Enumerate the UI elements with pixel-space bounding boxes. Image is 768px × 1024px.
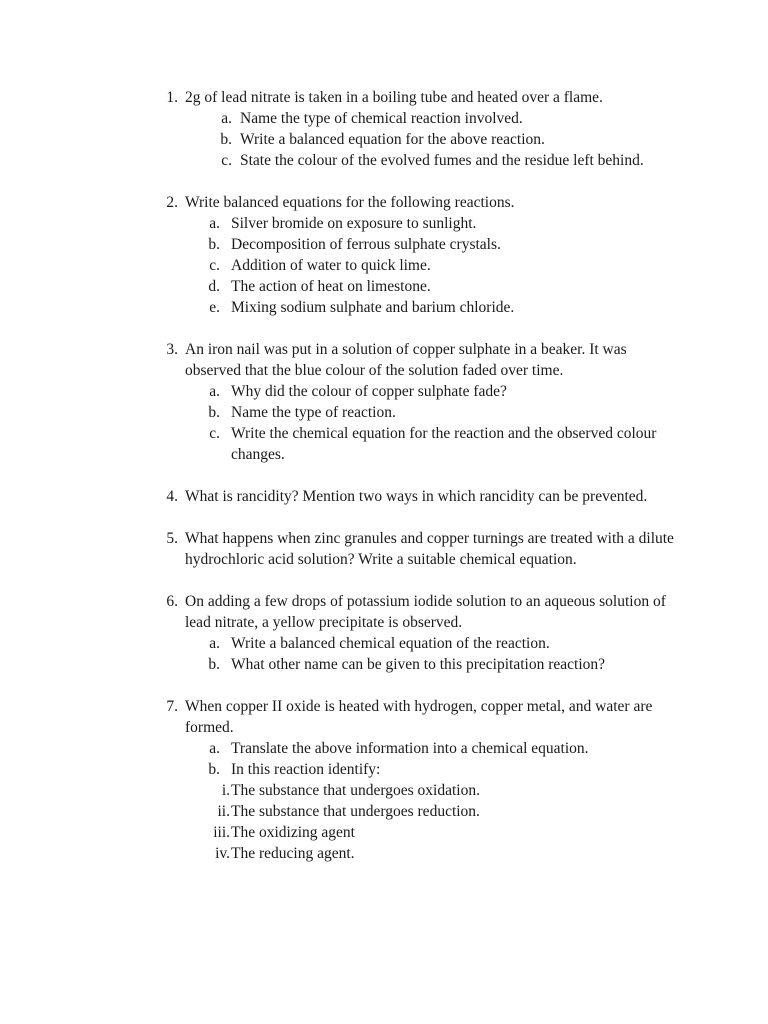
question-item — [0, 696, 768, 864]
roman-numeral: ii. — [217, 803, 230, 820]
subquestion-letter: a. — [209, 635, 220, 652]
subquestion-text: Write the chemical equation for the reaction and the observed colour changes. — [231, 425, 657, 463]
question-number: 3. — [166, 341, 178, 358]
subquestion-item — [0, 213, 768, 234]
subquestion-item — [0, 633, 768, 654]
roman-text: The oxidizing agent — [231, 824, 355, 841]
subquestion-item — [0, 738, 768, 759]
question-stem — [0, 591, 768, 633]
subquestion-list — [0, 633, 768, 675]
subquestion-item — [0, 402, 768, 423]
roman-text: The substance that undergoes oxidation. — [231, 782, 480, 799]
roman-numeral: i. — [221, 782, 230, 799]
question-item — [0, 528, 768, 570]
subquestion-list — [0, 381, 768, 465]
subquestion-item — [0, 108, 768, 129]
question-text: An iron nail was put in a solution of copper sulphate in a beaker. It was observed that the blue colour of the solution faded over time. — [185, 341, 627, 379]
question-stem — [0, 87, 768, 108]
question-stem — [0, 528, 768, 570]
question-item — [0, 591, 768, 675]
subquestion-list — [0, 213, 768, 318]
question-text: What is rancidity? Mention two ways in which rancidity can be prevented. — [185, 488, 648, 505]
question-stem — [0, 696, 768, 738]
subquestion-text: The action of heat on limestone. — [231, 278, 431, 295]
question-text: Write balanced equations for the following reactions. — [185, 194, 515, 211]
subquestion-letter: a. — [221, 110, 232, 127]
question-stem — [0, 486, 768, 507]
question-number: 2. — [166, 194, 178, 211]
subquestion-letter: c. — [209, 257, 220, 274]
subquestion-letter: e. — [209, 299, 220, 316]
question-number: 7. — [166, 698, 178, 715]
question-item — [0, 339, 768, 465]
subquestion-letter: b. — [220, 131, 232, 148]
subquestion-letter: d. — [208, 278, 220, 295]
question-number: 5. — [166, 530, 178, 547]
subquestion-text: Addition of water to quick lime. — [231, 257, 431, 274]
subquestion-item — [0, 654, 768, 675]
question-text: When copper II oxide is heated with hydrogen, copper metal, and water are formed. — [185, 698, 653, 736]
subquestion-text: Write a balanced chemical equation of the reaction. — [231, 635, 550, 652]
question-item — [0, 486, 768, 507]
question-stem — [0, 339, 768, 381]
subquestion-letter: c. — [209, 425, 220, 442]
question-number: 6. — [166, 593, 178, 610]
subquestion-list — [0, 738, 768, 780]
roman-item — [0, 822, 768, 843]
subquestion-item — [0, 759, 768, 780]
roman-item — [0, 801, 768, 822]
question-number: 4. — [166, 488, 178, 505]
question-item — [0, 192, 768, 318]
subquestion-text: Mixing sodium sulphate and barium chloride. — [231, 299, 515, 316]
roman-numeral: iii. — [213, 824, 230, 841]
question-text: On adding a few drops of potassium iodide solution to an aqueous solution of lead nitrate, a yellow precipitate is observed. — [185, 593, 666, 631]
subquestion-item — [0, 255, 768, 276]
subquestion-letter: b. — [208, 236, 220, 253]
subquestion-letter: a. — [209, 740, 220, 757]
subquestion-text: In this reaction identify: — [231, 761, 381, 778]
subquestion-item — [0, 129, 768, 150]
question-text: 2g of lead nitrate is taken in a boiling tube and heated over a flame. — [185, 89, 603, 106]
subquestion-letter: c. — [221, 152, 232, 169]
subquestion-text: Silver bromide on exposure to sunlight. — [231, 215, 477, 232]
question-item — [0, 87, 768, 171]
question-list — [0, 87, 768, 885]
subquestion-letter: b. — [208, 404, 220, 421]
subquestion-item — [0, 276, 768, 297]
question-text: What happens when zinc granules and copper turnings are treated with a dilute hydrochloric acid solution? Write a suitable chemical equation. — [185, 530, 674, 568]
subquestion-letter: a. — [209, 215, 220, 232]
subquestion-item — [0, 234, 768, 255]
subquestion-letter: b. — [208, 761, 220, 778]
subquestion-letter: b. — [208, 656, 220, 673]
subquestion-text: State the colour of the evolved fumes and the residue left behind. — [240, 152, 644, 169]
question-stem — [0, 192, 768, 213]
subquestion-list — [0, 108, 768, 171]
roman-text: The substance that undergoes reduction. — [231, 803, 480, 820]
subquestion-text: Name the type of reaction. — [231, 404, 396, 421]
subquestion-text: Why did the colour of copper sulphate fade? — [231, 383, 507, 400]
subquestion-letter: a. — [209, 383, 220, 400]
roman-numeral: iv. — [215, 845, 230, 862]
subquestion-text: Name the type of chemical reaction involved. — [240, 110, 523, 127]
subquestion-text: Write a balanced equation for the above reaction. — [240, 131, 545, 148]
roman-list — [0, 780, 768, 864]
subquestion-item — [0, 297, 768, 318]
subquestion-text: What other name can be given to this precipitation reaction? — [231, 656, 606, 673]
roman-text: The reducing agent. — [231, 845, 355, 862]
roman-item — [0, 843, 768, 864]
subquestion-item — [0, 150, 768, 171]
subquestion-item — [0, 423, 768, 465]
subquestion-item — [0, 381, 768, 402]
subquestion-text: Decomposition of ferrous sulphate crystals. — [231, 236, 501, 253]
question-number: 1. — [166, 89, 178, 106]
subquestion-text: Translate the above information into a chemical equation. — [231, 740, 589, 757]
roman-item — [0, 780, 768, 801]
